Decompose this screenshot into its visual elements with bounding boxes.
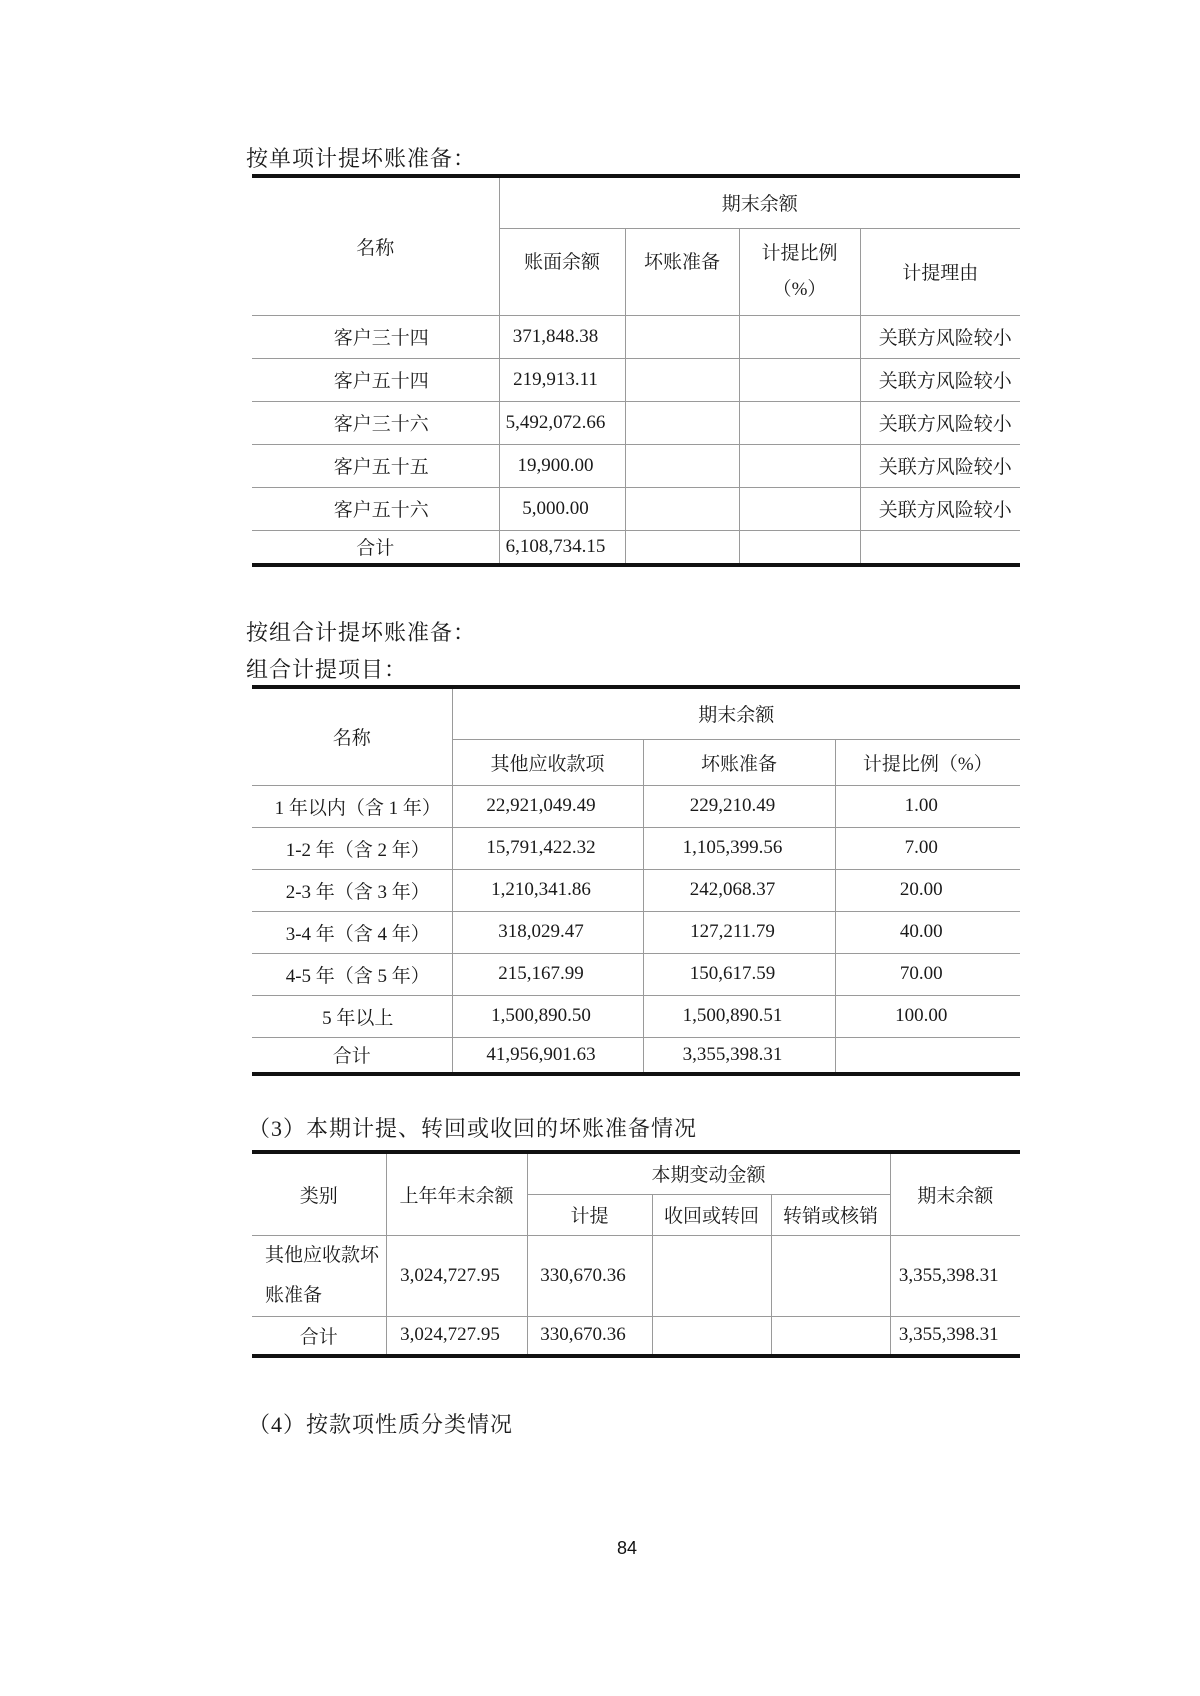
cell-bad-debt: 1,105,399.56 <box>643 827 835 869</box>
individual-provision-table <box>252 174 1020 567</box>
cell-total-recovered-reversed <box>652 1316 771 1356</box>
cell-ratio <box>739 444 860 487</box>
heading-portfolio-items: 组合计提项目： <box>246 657 408 682</box>
cell-book-balance: 219,913.11 <box>499 358 625 401</box>
table-row <box>252 1235 1020 1316</box>
cell-book-balance: 5,492,072.66 <box>499 401 625 444</box>
cell-customer-name: 客户五十四 <box>252 358 499 401</box>
cell-bad-debt: 242,068.37 <box>643 869 835 911</box>
table-row <box>252 869 1020 911</box>
col-header-recovered-reversed: 收回或转回 <box>652 1194 771 1235</box>
cell-ending-balance: 3,355,398.31 <box>890 1235 1020 1316</box>
table-row <box>252 315 1020 358</box>
col-header-bad-debt-provision: 坏账准备 <box>643 739 835 785</box>
cell-total-bad-debt: 3,355,398.31 <box>643 1037 835 1074</box>
table-total-row <box>252 1037 1020 1074</box>
col-header-book-balance: 账面余额 <box>499 228 625 315</box>
cell-aging-band: 1 年以内（含 1 年） <box>252 785 452 827</box>
cell-reason: 关联方风险较小 <box>860 487 1020 530</box>
cell-ratio: 100.00 <box>835 995 1020 1037</box>
portfolio-provision-table <box>252 685 1020 1076</box>
page-number: 84 <box>616 1538 638 1558</box>
table-row <box>252 487 1020 530</box>
cell-book-balance: 19,900.00 <box>499 444 625 487</box>
col-header-provision-ratio-line1: 计提比例 <box>761 242 838 264</box>
cell-book-balance: 371,848.38 <box>499 315 625 358</box>
cell-written-off <box>771 1235 890 1316</box>
table-header-row <box>252 1152 1020 1194</box>
cell-total-accrual: 330,670.36 <box>527 1316 652 1356</box>
cell-ratio <box>739 487 860 530</box>
cell-ratio <box>739 315 860 358</box>
cell-other-receivables: 215,167.99 <box>452 953 643 995</box>
cell-aging-band: 3-4 年（含 4 年） <box>252 911 452 953</box>
cell-book-balance: 5,000.00 <box>499 487 625 530</box>
cell-total-prev-year-balance: 3,024,727.95 <box>386 1316 527 1356</box>
cell-total-ending-balance: 3,355,398.31 <box>890 1316 1020 1356</box>
cell-bad-debt: 1,500,890.51 <box>643 995 835 1037</box>
col-header-accrual: 计提 <box>527 1194 652 1235</box>
cell-aging-band: 4-5 年（含 5 年） <box>252 953 452 995</box>
col-header-ending-balance-group: 期末余额 <box>452 687 1020 739</box>
cell-total-bad-debt <box>625 530 739 565</box>
cell-ratio: 40.00 <box>835 911 1020 953</box>
cell-total-reason <box>860 530 1020 565</box>
heading-portfolio-provision: 按组合计提坏账准备： <box>246 620 477 645</box>
table-row <box>252 911 1020 953</box>
cell-bad-debt: 229,210.49 <box>643 785 835 827</box>
cell-total-label: 合计 <box>252 1316 386 1356</box>
cell-reason: 关联方风险较小 <box>860 444 1020 487</box>
cell-prev-year-balance: 3,024,727.95 <box>386 1235 527 1316</box>
cell-customer-name: 客户三十六 <box>252 401 499 444</box>
cell-total-written-off <box>771 1316 890 1356</box>
table-row <box>252 827 1020 869</box>
col-header-provision-reason: 计提理由 <box>860 228 1020 315</box>
table-row <box>252 785 1020 827</box>
cell-bad-debt <box>625 487 739 530</box>
cell-customer-name: 客户三十四 <box>252 315 499 358</box>
table-row <box>252 444 1020 487</box>
cell-bad-debt <box>625 444 739 487</box>
provision-changes-table <box>252 1150 1020 1358</box>
col-header-period-changes-group: 本期变动金额 <box>527 1152 890 1194</box>
table-row <box>252 953 1020 995</box>
col-header-category: 类别 <box>252 1152 386 1235</box>
cell-total-other-receivables: 41,956,901.63 <box>452 1037 643 1074</box>
cell-other-receivables: 1,500,890.50 <box>452 995 643 1037</box>
col-header-bad-debt-provision: 坏账准备 <box>625 228 739 315</box>
cell-reason: 关联方风险较小 <box>860 401 1020 444</box>
cell-total-ratio <box>835 1037 1020 1074</box>
cell-accrual: 330,670.36 <box>527 1235 652 1316</box>
col-header-ending-balance-group: 期末余额 <box>499 176 1020 228</box>
cell-aging-band: 2-3 年（含 3 年） <box>252 869 452 911</box>
cell-ratio: 1.00 <box>835 785 1020 827</box>
cell-aging-band: 1-2 年（含 2 年） <box>252 827 452 869</box>
cell-bad-debt <box>625 315 739 358</box>
cell-ratio: 7.00 <box>835 827 1020 869</box>
heading-section-4: （4）按款项性质分类情况 <box>248 1412 514 1437</box>
heading-section-3: （3）本期计提、转回或收回的坏账准备情况 <box>248 1116 698 1141</box>
cell-bad-debt <box>625 401 739 444</box>
cell-other-receivables: 15,791,422.32 <box>452 827 643 869</box>
cell-ratio <box>739 401 860 444</box>
col-header-ending-balance: 期末余额 <box>890 1152 1020 1235</box>
cell-reason: 关联方风险较小 <box>860 315 1020 358</box>
col-header-provision-ratio: 计提比例（%） <box>835 739 1020 785</box>
cell-bad-debt: 127,211.79 <box>643 911 835 953</box>
cell-ratio <box>739 358 860 401</box>
cell-other-receivables: 22,921,049.49 <box>452 785 643 827</box>
cell-ratio: 70.00 <box>835 953 1020 995</box>
cell-other-receivables: 1,210,341.86 <box>452 869 643 911</box>
table-row <box>252 358 1020 401</box>
table-header-row <box>252 687 1020 739</box>
cell-total-book-balance: 6,108,734.15 <box>499 530 625 565</box>
cell-total-label: 合计 <box>252 530 499 565</box>
col-header-other-receivables: 其他应收款项 <box>452 739 643 785</box>
table-total-row <box>252 1316 1020 1356</box>
cell-total-label: 合计 <box>252 1037 452 1074</box>
col-header-provision-ratio <box>739 228 860 315</box>
col-header-provision-ratio-line2: （%） <box>772 278 827 300</box>
cell-bad-debt <box>625 358 739 401</box>
table-header-row <box>252 176 1020 228</box>
cell-reason: 关联方风险较小 <box>860 358 1020 401</box>
col-header-name: 名称 <box>252 176 499 315</box>
col-header-prev-year-balance: 上年年末余额 <box>386 1152 527 1235</box>
heading-individual-provision: 按单项计提坏账准备： <box>246 146 477 171</box>
cell-customer-name: 客户五十六 <box>252 487 499 530</box>
cell-recovered-reversed <box>652 1235 771 1316</box>
col-header-name: 名称 <box>252 687 452 785</box>
table-row <box>252 401 1020 444</box>
cell-other-receivables: 318,029.47 <box>452 911 643 953</box>
cell-bad-debt: 150,617.59 <box>643 953 835 995</box>
table-row <box>252 995 1020 1037</box>
cell-aging-band: 5 年以上 <box>252 995 452 1037</box>
cell-category: 其他应收款坏账准备 <box>252 1235 386 1316</box>
table-total-row <box>252 530 1020 565</box>
col-header-written-off: 转销或核销 <box>771 1194 890 1235</box>
cell-total-ratio <box>739 530 860 565</box>
cell-ratio: 20.00 <box>835 869 1020 911</box>
cell-customer-name: 客户五十五 <box>252 444 499 487</box>
